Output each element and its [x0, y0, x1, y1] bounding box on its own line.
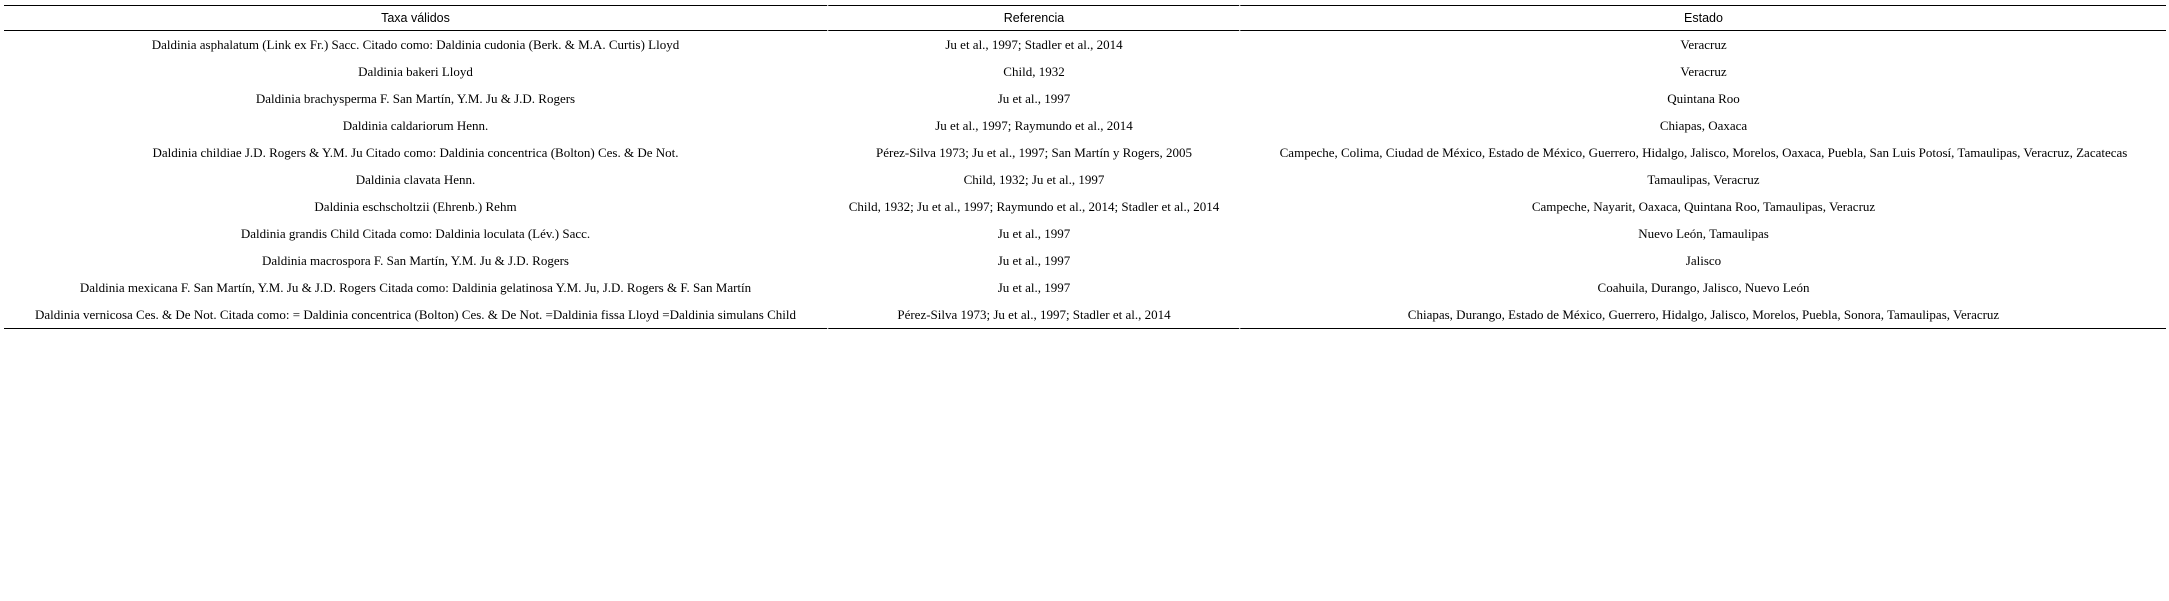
taxon-cell: Daldinia brachysperma F. San Martín, Y.M. Ju & J.D. Rogers — [255, 90, 576, 106]
taxon-cell: Daldinia caldariorum Henn. — [342, 117, 489, 133]
table-row — [4, 112, 2166, 139]
reference-cell: Ju et al., 1997 — [827, 220, 1239, 247]
table-row — [4, 58, 2166, 85]
state-cell: Campeche, Nayarit, Oaxaca, Quintana Roo, Tamaulipas, Veracruz — [1239, 193, 2166, 220]
state-cell: Veracruz — [1239, 58, 2166, 85]
table-row — [4, 85, 2166, 112]
reference-cell: Ju et al., 1997; Raymundo et al., 2014 — [827, 112, 1239, 139]
reference-cell: Child, 1932 — [827, 58, 1239, 85]
header-estado: Estado — [1239, 5, 2166, 31]
table-body — [4, 31, 2166, 329]
taxon-cell: Daldinia childiae J.D. Rogers & Y.M. Ju Citado como: Daldinia concentrica (Bolton) Ces. & De Not. — [152, 144, 679, 160]
table-row — [4, 193, 2166, 220]
taxon-cell: Daldinia vernicosa Ces. & De Not. Citada como: = Daldinia concentrica (Bolton) Ces. & De Not. =Daldinia fissa Lloyd =Daldinia simulans Child — [4, 301, 827, 329]
table-row — [4, 247, 2166, 274]
state-cell: Veracruz — [1239, 31, 2166, 58]
state-cell: Coahuila, Durango, Jalisco, Nuevo León — [1239, 274, 2166, 301]
header-taxa: Taxa válidos — [4, 5, 827, 31]
reference-cell: Child, 1932; Ju et al., 1997; Raymundo et al., 2014; Stadler et al., 2014 — [827, 193, 1239, 220]
taxon-cell: Daldinia mexicana F. San Martín, Y.M. Ju & J.D. Rogers Citada como: Daldinia gelatinosa Y.M. Ju, J.D. Rogers & F. San Martín — [79, 279, 752, 295]
taxon-cell: Daldinia asphalatum (Link ex Fr.) Sacc. Citado como: Daldinia cudonia (Berk. & M.A. Curtis) Lloyd — [151, 36, 680, 52]
table-row — [4, 166, 2166, 193]
taxon-cell: Daldinia clavata Henn. — [355, 171, 476, 187]
reference-cell: Ju et al., 1997 — [827, 247, 1239, 274]
state-cell: Tamaulipas, Veracruz — [1239, 166, 2166, 193]
reference-cell: Pérez-Silva 1973; Ju et al., 1997; San Martín y Rogers, 2005 — [827, 139, 1239, 166]
taxon-cell: Daldinia eschscholtzii (Ehrenb.) Rehm — [314, 198, 517, 214]
taxon-cell: Daldinia grandis Child Citada como: Daldinia loculata (Lév.) Sacc. — [240, 225, 591, 241]
table-row — [4, 139, 2166, 166]
reference-cell: Pérez-Silva 1973; Ju et al., 1997; Stadler et al., 2014 — [827, 301, 1239, 329]
state-cell: Chiapas, Oaxaca — [1239, 112, 2166, 139]
state-cell: Nuevo León, Tamaulipas — [1239, 220, 2166, 247]
header-referencia: Referencia — [827, 5, 1239, 31]
reference-cell: Ju et al., 1997 — [827, 274, 1239, 301]
table-row — [4, 31, 2166, 58]
reference-cell: Ju et al., 1997; Stadler et al., 2014 — [827, 31, 1239, 58]
table-row — [4, 220, 2166, 247]
state-cell: Jalisco — [1239, 247, 2166, 274]
reference-cell: Child, 1932; Ju et al., 1997 — [827, 166, 1239, 193]
taxa-table — [4, 5, 2166, 329]
table-row — [4, 301, 2166, 329]
taxon-cell: Daldinia macrospora F. San Martín, Y.M. Ju & J.D. Rogers — [262, 252, 569, 268]
header-row — [4, 5, 2166, 31]
table-row — [4, 274, 2166, 301]
state-cell: Chiapas, Durango, Estado de México, Guerrero, Hidalgo, Jalisco, Morelos, Puebla, Sonora, Tamaulipas, Veracruz — [1239, 301, 2166, 329]
taxon-cell: Daldinia bakeri Lloyd — [358, 63, 473, 79]
state-cell: Quintana Roo — [1239, 85, 2166, 112]
reference-cell: Ju et al., 1997 — [827, 85, 1239, 112]
state-cell: Campeche, Colima, Ciudad de México, Estado de México, Guerrero, Hidalgo, Jalisco, Morelos, Oaxaca, Puebla, San Luis Potosí, Tamaulipas, Veracruz, Zacatecas — [1239, 139, 2166, 166]
